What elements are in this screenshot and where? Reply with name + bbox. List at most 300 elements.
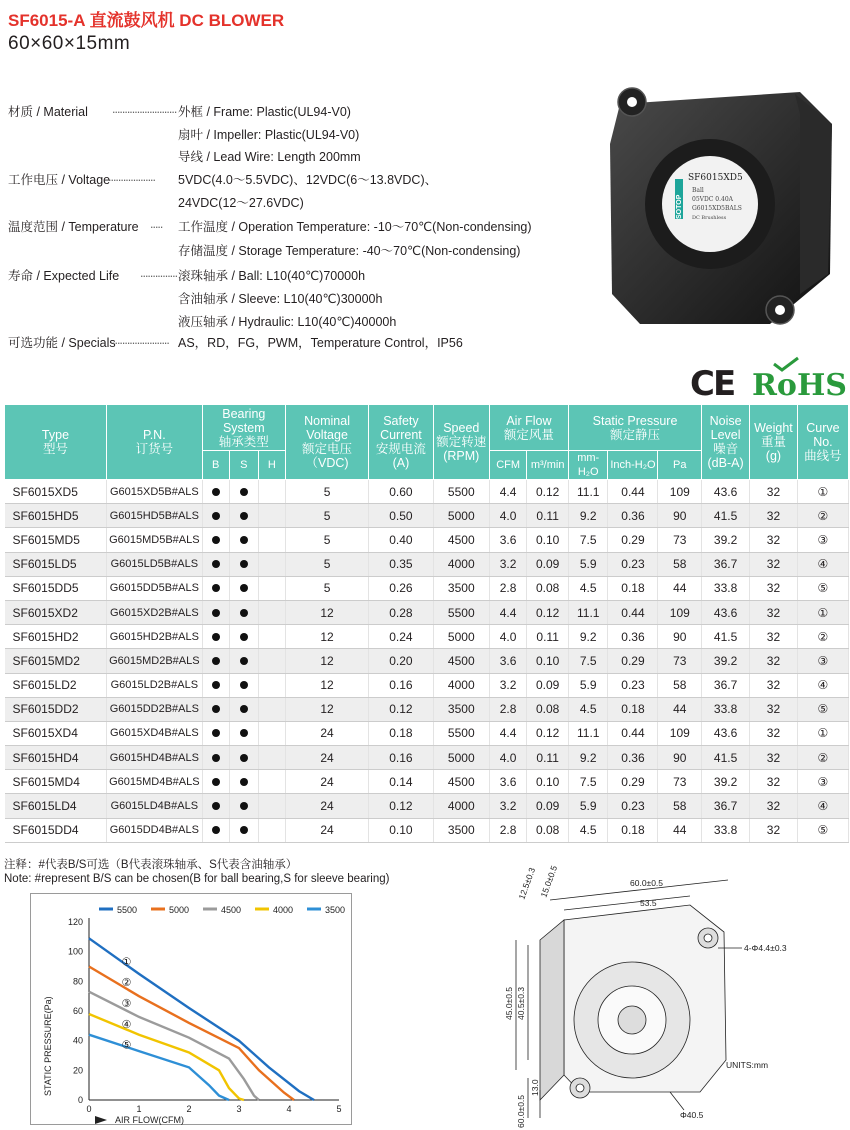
y-tick-label: 0 <box>77 1095 83 1105</box>
bearing-cell <box>202 480 229 504</box>
cell-mm: 9.2 <box>568 625 608 649</box>
cell-inch: 0.36 <box>608 625 658 649</box>
ce-mark: CE <box>690 364 735 404</box>
bearing-available-dot <box>212 657 220 665</box>
cell-pn: G6015LD5B#ALS <box>106 552 202 576</box>
cell-g: 32 <box>750 721 798 745</box>
cell-inch: 0.18 <box>608 697 658 721</box>
cell-pn: G6015XD5B#ALS <box>106 480 202 504</box>
dim-13: 13.0 <box>530 1079 540 1096</box>
y-tick-label: 120 <box>67 917 83 927</box>
cell-g: 32 <box>750 625 798 649</box>
series-line-5000 <box>89 967 294 1101</box>
bearing-cell <box>258 649 285 673</box>
bearing-cell <box>229 528 258 552</box>
cell-pa: 58 <box>658 552 702 576</box>
bearing-available-dot <box>212 754 220 762</box>
bearing-cell <box>229 480 258 504</box>
bearing-cell <box>229 600 258 624</box>
x-tick-label: 1 <box>136 1104 142 1114</box>
cell-a: 0.18 <box>369 721 434 745</box>
col-curve: Curve No. 曲线号 <box>797 405 848 480</box>
table-row <box>5 625 849 649</box>
cell-type: SF6015HD2 <box>5 625 107 649</box>
bearing-cell <box>258 746 285 770</box>
bearing-cell <box>229 746 258 770</box>
cell-a: 0.35 <box>369 552 434 576</box>
cell-g: 32 <box>750 818 798 842</box>
cell-rpm: 5000 <box>433 746 489 770</box>
dim-thickness-2: 15.0±0.5 <box>538 864 560 899</box>
bearing-cell <box>258 818 285 842</box>
table-row <box>5 576 849 600</box>
bearing-available-dot <box>240 633 248 641</box>
cell-a: 0.60 <box>369 480 434 504</box>
cell-v: 24 <box>285 721 368 745</box>
cell-a: 0.40 <box>369 528 434 552</box>
legend-label: 4000 <box>273 905 294 915</box>
col-bearing-s: S <box>229 451 258 480</box>
cell-pn: G6015MD2B#ALS <box>106 649 202 673</box>
cell-v: 12 <box>285 649 368 673</box>
bearing-cell <box>229 818 258 842</box>
cell-pa: 73 <box>658 649 702 673</box>
bearing-cell <box>258 600 285 624</box>
bearing-cell <box>202 504 229 528</box>
bearing-cell <box>258 673 285 697</box>
bearing-available-dot <box>240 512 248 520</box>
spec-label: 温度范围 / Temperature <box>8 220 139 234</box>
spec-leader-dots: ..... <box>150 217 163 231</box>
cell-type: SF6015DD2 <box>5 697 107 721</box>
x-tick-label: 4 <box>286 1104 292 1114</box>
photo-label-line: 05VDC 0.40A <box>692 196 733 203</box>
col-m3min: m³/min <box>527 451 569 480</box>
cell-pa: 44 <box>658 697 702 721</box>
bearing-available-dot <box>240 729 248 737</box>
col-bearing: Bearing System 轴承类型 <box>202 405 285 451</box>
cell-cfm: 4.0 <box>489 625 526 649</box>
cell-inch: 0.23 <box>608 673 658 697</box>
cell-rpm: 4500 <box>433 649 489 673</box>
bearing-available-dot <box>212 826 220 834</box>
col-bearing-h: H <box>258 451 285 480</box>
cell-pa: 58 <box>658 673 702 697</box>
cell-type: SF6015HD4 <box>5 746 107 770</box>
cell-mm: 11.1 <box>568 480 608 504</box>
cell-v: 12 <box>285 625 368 649</box>
cell-rpm: 3500 <box>433 697 489 721</box>
table-row <box>5 480 849 504</box>
cell-a: 0.24 <box>369 625 434 649</box>
bearing-cell <box>202 746 229 770</box>
legend-label: 5000 <box>169 905 190 915</box>
table-row <box>5 721 849 745</box>
cell-pa: 90 <box>658 746 702 770</box>
table-row <box>5 746 849 770</box>
bearing-cell <box>202 528 229 552</box>
cell-mm: 5.9 <box>568 794 608 818</box>
bearing-available-dot <box>240 609 248 617</box>
cell-type: SF6015MD2 <box>5 649 107 673</box>
col-pa: Pa <box>658 451 702 480</box>
cell-mm: 7.5 <box>568 649 608 673</box>
bearing-cell <box>229 504 258 528</box>
bearing-available-dot <box>212 512 220 520</box>
cell-pa: 109 <box>658 721 702 745</box>
note-cn: 注释：#代表B/S可选（B代表滚珠轴承、S代表含油轴承） <box>4 859 298 871</box>
cell-m3: 0.12 <box>527 480 569 504</box>
cell-inch: 0.29 <box>608 528 658 552</box>
y-tick-label: 100 <box>67 946 83 957</box>
bearing-available-dot <box>212 681 220 689</box>
series-line-4000 <box>89 1014 244 1100</box>
bearing-cell <box>229 697 258 721</box>
cell-pa: 109 <box>658 480 702 504</box>
cell-a: 0.20 <box>369 649 434 673</box>
legend-label: 4500 <box>221 905 242 915</box>
spec-value: 存储温度 / Storage Temperature: -40～70℃(Non-condensing) <box>178 244 521 258</box>
spec-value: AS，RD，FG，PWM，Temperature Control，IP56 <box>178 336 463 350</box>
table-row <box>5 552 849 576</box>
cell-mm: 4.5 <box>568 576 608 600</box>
cell-curve: ③ <box>797 528 848 552</box>
cell-pn: G6015HD4B#ALS <box>106 746 202 770</box>
cell-v: 24 <box>285 818 368 842</box>
col-speed: Speed 额定转速 (RPM) <box>433 405 489 480</box>
spec-value: 导线 / Lead Wire: Length 200mm <box>178 150 361 164</box>
cell-g: 32 <box>750 528 798 552</box>
x-axis-arrow-icon <box>95 1116 107 1124</box>
cell-curve: ③ <box>797 770 848 794</box>
cell-a: 0.50 <box>369 504 434 528</box>
bearing-cell <box>202 794 229 818</box>
cell-type: SF6015DD5 <box>5 576 107 600</box>
dim-outer-height: 60.0±0.5 <box>516 1094 526 1128</box>
y-tick-label: 40 <box>72 1035 83 1046</box>
bearing-cell <box>229 576 258 600</box>
spec-value: 液压轴承 / Hydraulic: L10(40℃)40000h <box>178 315 397 329</box>
cell-type: SF6015LD5 <box>5 552 107 576</box>
rohs-mark: RoHS <box>752 368 847 403</box>
photo-label-line: Ball <box>692 187 704 194</box>
col-voltage: Nominal Voltage 额定电压 （VDC) <box>285 405 368 480</box>
bearing-cell <box>258 794 285 818</box>
y-axis-label: STATIC PRESSURE(Pa) <box>43 996 53 1096</box>
dim-inner-height: 40.5±0.3 <box>516 986 526 1020</box>
bearing-available-dot <box>240 778 248 786</box>
bearing-available-dot <box>212 633 220 641</box>
cell-m3: 0.08 <box>527 818 569 842</box>
curve-label: ④ <box>121 1017 132 1031</box>
cell-pn: G6015DD4B#ALS <box>106 818 202 842</box>
dim-holes: 4-Φ4.4±0.3 <box>744 943 787 953</box>
cell-pa: 44 <box>658 576 702 600</box>
cell-mm: 9.2 <box>568 746 608 770</box>
cell-pn: G6015XD2B#ALS <box>106 600 202 624</box>
cell-inch: 0.44 <box>608 721 658 745</box>
cell-pa: 58 <box>658 794 702 818</box>
cell-v: 5 <box>285 504 368 528</box>
cell-m3: 0.10 <box>527 528 569 552</box>
bearing-available-dot <box>240 754 248 762</box>
cell-rpm: 5500 <box>433 480 489 504</box>
cell-rpm: 4000 <box>433 794 489 818</box>
cell-v: 12 <box>285 697 368 721</box>
pq-chart-svg <box>31 894 353 1126</box>
cell-g: 32 <box>750 504 798 528</box>
cell-curve: ① <box>797 600 848 624</box>
cell-type: SF6015LD2 <box>5 673 107 697</box>
cell-m3: 0.12 <box>527 600 569 624</box>
cell-inch: 0.36 <box>608 746 658 770</box>
bearing-available-dot <box>212 560 220 568</box>
cell-mm: 4.5 <box>568 697 608 721</box>
cell-mm: 11.1 <box>568 600 608 624</box>
cell-cfm: 3.6 <box>489 770 526 794</box>
cell-pn: G6015LD4B#ALS <box>106 794 202 818</box>
cell-curve: ⑤ <box>797 576 848 600</box>
col-bearing-b: B <box>202 451 229 480</box>
col-current: Safety Current 安规电流 (A) <box>369 405 434 480</box>
cell-cfm: 4.0 <box>489 746 526 770</box>
photo-label-model: SF6015XD5 <box>688 173 743 183</box>
bearing-available-dot <box>212 536 220 544</box>
spec-table <box>4 404 849 843</box>
cell-m3: 0.11 <box>527 625 569 649</box>
table-row <box>5 794 849 818</box>
cell-a: 0.12 <box>369 794 434 818</box>
bearing-available-dot <box>240 536 248 544</box>
x-axis-label: AIR FLOW(CFM) <box>115 1115 184 1125</box>
cell-a: 0.12 <box>369 697 434 721</box>
cell-m3: 0.09 <box>527 794 569 818</box>
cell-curve: ⑤ <box>797 697 848 721</box>
cell-m3: 0.09 <box>527 552 569 576</box>
cell-v: 24 <box>285 770 368 794</box>
cell-m3: 0.11 <box>527 504 569 528</box>
table-row <box>5 818 849 842</box>
cell-v: 12 <box>285 600 368 624</box>
cell-mm: 7.5 <box>568 770 608 794</box>
spec-value: 5VDC(4.0～5.5VDC)、12VDC(6～13.8VDC)、 <box>178 173 438 187</box>
cell-v: 12 <box>285 673 368 697</box>
cell-inch: 0.23 <box>608 552 658 576</box>
cell-inch: 0.44 <box>608 600 658 624</box>
cell-m3: 0.08 <box>527 697 569 721</box>
spec-label: 寿命 / Expected Life <box>8 269 120 283</box>
x-tick-label: 2 <box>186 1104 192 1114</box>
cell-cfm: 4.4 <box>489 600 526 624</box>
cell-m3: 0.11 <box>527 746 569 770</box>
bearing-cell <box>229 552 258 576</box>
cell-v: 24 <box>285 746 368 770</box>
spec-value: 滚珠轴承 / Ball: L10(40℃)70000h <box>178 269 366 283</box>
bearing-available-dot <box>240 584 248 592</box>
cell-db: 39.2 <box>702 649 750 673</box>
bearing-cell <box>202 552 229 576</box>
cell-cfm: 4.0 <box>489 504 526 528</box>
cell-type: SF6015MD5 <box>5 528 107 552</box>
bearing-available-dot <box>240 705 248 713</box>
spec-value: 工作温度 / Operation Temperature: -10～70℃(Non-condensing) <box>178 220 532 234</box>
cell-curve: ② <box>797 504 848 528</box>
bearing-available-dot <box>240 488 248 496</box>
cell-curve: ① <box>797 480 848 504</box>
cell-g: 32 <box>750 770 798 794</box>
spec-leader-dots: ....................... <box>112 333 169 347</box>
col-pn: P.N. 订货号 <box>106 405 202 480</box>
bearing-cell <box>202 576 229 600</box>
series-line-3500 <box>89 1035 229 1100</box>
bearing-cell <box>258 576 285 600</box>
spec-label: 材质 / Material <box>8 105 88 119</box>
curve-label: ③ <box>121 997 132 1010</box>
spec-value: 24VDC(12～27.6VDC) <box>178 196 304 210</box>
y-tick-label: 60 <box>72 1006 83 1016</box>
cell-db: 43.6 <box>702 600 750 624</box>
cell-inch: 0.29 <box>608 649 658 673</box>
cell-mm: 9.2 <box>568 504 608 528</box>
col-noise: Noise Level 噪音 (dB-A) <box>702 405 750 480</box>
dim-units: UNITS:mm <box>726 1060 769 1070</box>
cell-db: 39.2 <box>702 528 750 552</box>
y-tick-label: 20 <box>72 1065 83 1076</box>
dim-impeller: Φ40.5 <box>680 1110 704 1120</box>
cell-v: 5 <box>285 528 368 552</box>
table-row <box>5 697 849 721</box>
cell-cfm: 4.4 <box>489 721 526 745</box>
spec-value: 外框 / Frame: Plastic(UL94-V0) <box>178 105 351 119</box>
cell-mm: 11.1 <box>568 721 608 745</box>
cell-mm: 5.9 <box>568 552 608 576</box>
cell-inch: 0.23 <box>608 794 658 818</box>
cell-pn: G6015DD2B#ALS <box>106 697 202 721</box>
bearing-cell <box>258 552 285 576</box>
cell-curve: ④ <box>797 552 848 576</box>
cell-cfm: 2.8 <box>489 818 526 842</box>
cell-curve: ⑤ <box>797 818 848 842</box>
bearing-available-dot <box>212 802 220 810</box>
bearing-cell <box>258 625 285 649</box>
cell-cfm: 2.8 <box>489 576 526 600</box>
cell-inch: 0.18 <box>608 576 658 600</box>
bearing-cell <box>229 794 258 818</box>
bearing-cell <box>229 673 258 697</box>
bearing-available-dot <box>240 657 248 665</box>
cell-m3: 0.10 <box>527 770 569 794</box>
cell-curve: ④ <box>797 794 848 818</box>
cell-v: 24 <box>285 794 368 818</box>
cell-g: 32 <box>750 649 798 673</box>
curve-label: ⑤ <box>121 1038 132 1052</box>
cell-rpm: 5000 <box>433 504 489 528</box>
legend-label: 3500 <box>325 905 346 915</box>
cell-g: 32 <box>750 746 798 770</box>
col-airflow: Air Flow 额定风量 <box>489 405 568 451</box>
cell-db: 33.8 <box>702 576 750 600</box>
cell-pa: 73 <box>658 770 702 794</box>
spec-label: 可选功能 / Specials <box>8 336 116 350</box>
bearing-cell <box>202 818 229 842</box>
bearing-cell <box>258 504 285 528</box>
bearing-cell <box>258 697 285 721</box>
cell-pn: G6015MD4B#ALS <box>106 770 202 794</box>
bearing-available-dot <box>240 681 248 689</box>
table-row <box>5 649 849 673</box>
cell-a: 0.16 <box>369 673 434 697</box>
cell-rpm: 4500 <box>433 528 489 552</box>
cell-db: 43.6 <box>702 721 750 745</box>
bearing-available-dot <box>212 705 220 713</box>
cell-curve: ② <box>797 746 848 770</box>
bearing-cell <box>202 697 229 721</box>
cell-rpm: 5500 <box>433 721 489 745</box>
cell-curve: ③ <box>797 649 848 673</box>
photo-label-line: DC Brushless <box>692 215 727 221</box>
cell-db: 41.5 <box>702 746 750 770</box>
spec-leader-dots: ............... <box>140 266 178 280</box>
cell-m3: 0.10 <box>527 649 569 673</box>
dim-thickness-1: 12.5±0.3 <box>516 866 538 901</box>
bearing-available-dot <box>212 488 220 496</box>
photo-label-line: G6015XD5BALS <box>692 205 742 212</box>
cell-m3: 0.09 <box>527 673 569 697</box>
x-tick-label: 0 <box>86 1104 92 1114</box>
spec-value: 含油轴承 / Sleeve: L10(40℃)30000h <box>178 292 383 306</box>
cell-pa: 90 <box>658 625 702 649</box>
x-tick-label: 5 <box>336 1104 342 1114</box>
cell-db: 41.5 <box>702 504 750 528</box>
cell-a: 0.14 <box>369 770 434 794</box>
cell-pn: G6015HD2B#ALS <box>106 625 202 649</box>
table-row <box>5 528 849 552</box>
cell-pn: G6015XD4B#ALS <box>106 721 202 745</box>
col-type: Type 型号 <box>5 405 107 480</box>
cell-rpm: 4000 <box>433 552 489 576</box>
bearing-cell <box>202 673 229 697</box>
cell-inch: 0.29 <box>608 770 658 794</box>
pq-chart <box>30 893 352 1125</box>
spec-leader-dots: ................... <box>108 170 155 184</box>
cell-m3: 0.08 <box>527 576 569 600</box>
bearing-available-dot <box>212 729 220 737</box>
bearing-available-dot <box>240 560 248 568</box>
cell-type: SF6015XD2 <box>5 600 107 624</box>
cell-curve: ④ <box>797 673 848 697</box>
dim-inner-width: 53.5 <box>640 898 657 908</box>
cell-inch: 0.44 <box>608 480 658 504</box>
cell-g: 32 <box>750 576 798 600</box>
bearing-cell <box>229 649 258 673</box>
bearing-cell <box>202 721 229 745</box>
cell-type: SF6015HD5 <box>5 504 107 528</box>
cell-mm: 4.5 <box>568 818 608 842</box>
bearing-cell <box>202 649 229 673</box>
cell-m3: 0.12 <box>527 721 569 745</box>
col-inchh2o: Inch-H₂O <box>608 451 658 480</box>
cell-pa: 90 <box>658 504 702 528</box>
brand-logo: SOTOP <box>676 194 683 219</box>
table-row <box>5 770 849 794</box>
product-size: 60×60×15mm <box>8 33 131 54</box>
cell-pa: 73 <box>658 528 702 552</box>
cell-pn: G6015MD5B#ALS <box>106 528 202 552</box>
cell-g: 32 <box>750 600 798 624</box>
cell-pn: G6015HD5B#ALS <box>106 504 202 528</box>
cell-a: 0.28 <box>369 600 434 624</box>
cell-rpm: 4000 <box>433 673 489 697</box>
